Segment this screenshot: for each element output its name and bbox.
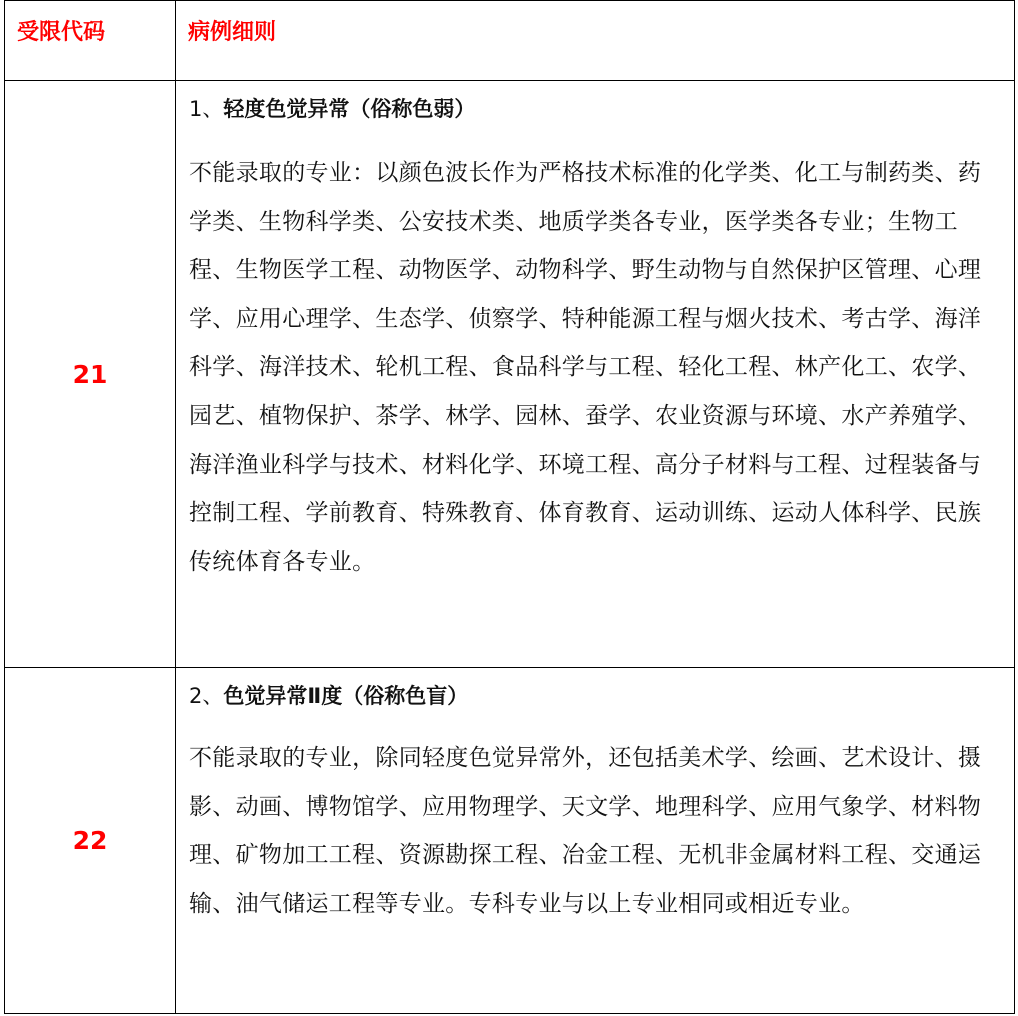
condition-body: 不能录取的专业，除同轻度色觉异常外，还包括美术学、绘画、艺术设计、摄影、动画、博物馆学、应用物理学、天文学、地理科学、应用气象学、材料物理、矿物加工工程、资源勘探工程、冶金工程、无机非金属材料工程、交通运输、油气储运工程等专业。专科专业与以上专业相同或相近专业。 [189, 745, 982, 917]
header-detail: 病例细则 [176, 1, 1015, 81]
condition-name: 色觉异常Ⅱ度（俗称色盲） [223, 684, 469, 708]
condition-title [189, 93, 1002, 125]
restriction-code: 22 [5, 668, 176, 1014]
condition-name: 轻度色觉异常（俗称色弱） [223, 97, 476, 121]
restriction-detail [176, 668, 1015, 1014]
table-row [5, 81, 1015, 668]
condition-number: 2、 [189, 684, 224, 708]
restriction-table [4, 0, 1015, 1014]
table-header-row [5, 1, 1015, 81]
table-row [5, 668, 1015, 1014]
condition-number: 1、 [189, 97, 224, 121]
restriction-detail [176, 81, 1015, 668]
header-code: 受限代码 [5, 1, 176, 81]
condition-title [189, 680, 1002, 712]
restriction-code: 21 [5, 81, 176, 668]
condition-body: 不能录取的专业：以颜色波长作为严格技术标准的化学类、化工与制药类、药学类、生物科学类、公安技术类、地质学类各专业，医学类各专业；生物工程、生物医学工程、动物医学、动物科学、野生动物与自然保护区管理、心理学、应用心理学、生态学、侦察学、特种能源工程与烟火技术、考古学、海洋科学、海洋技术、轮机工程、食品科学与工程、轻化工程、林产化工、农学、园艺、植物保护、茶学、林学、园林、蚕学、农业资源与环境、水产养殖学、海洋渔业科学与技术、材料化学、环境工程、高分子材料与工程、过程装备与控制工程、学前教育、特殊教育、体育教育、运动训练、运动人体科学、民族传统体育各专业。 [189, 160, 982, 575]
